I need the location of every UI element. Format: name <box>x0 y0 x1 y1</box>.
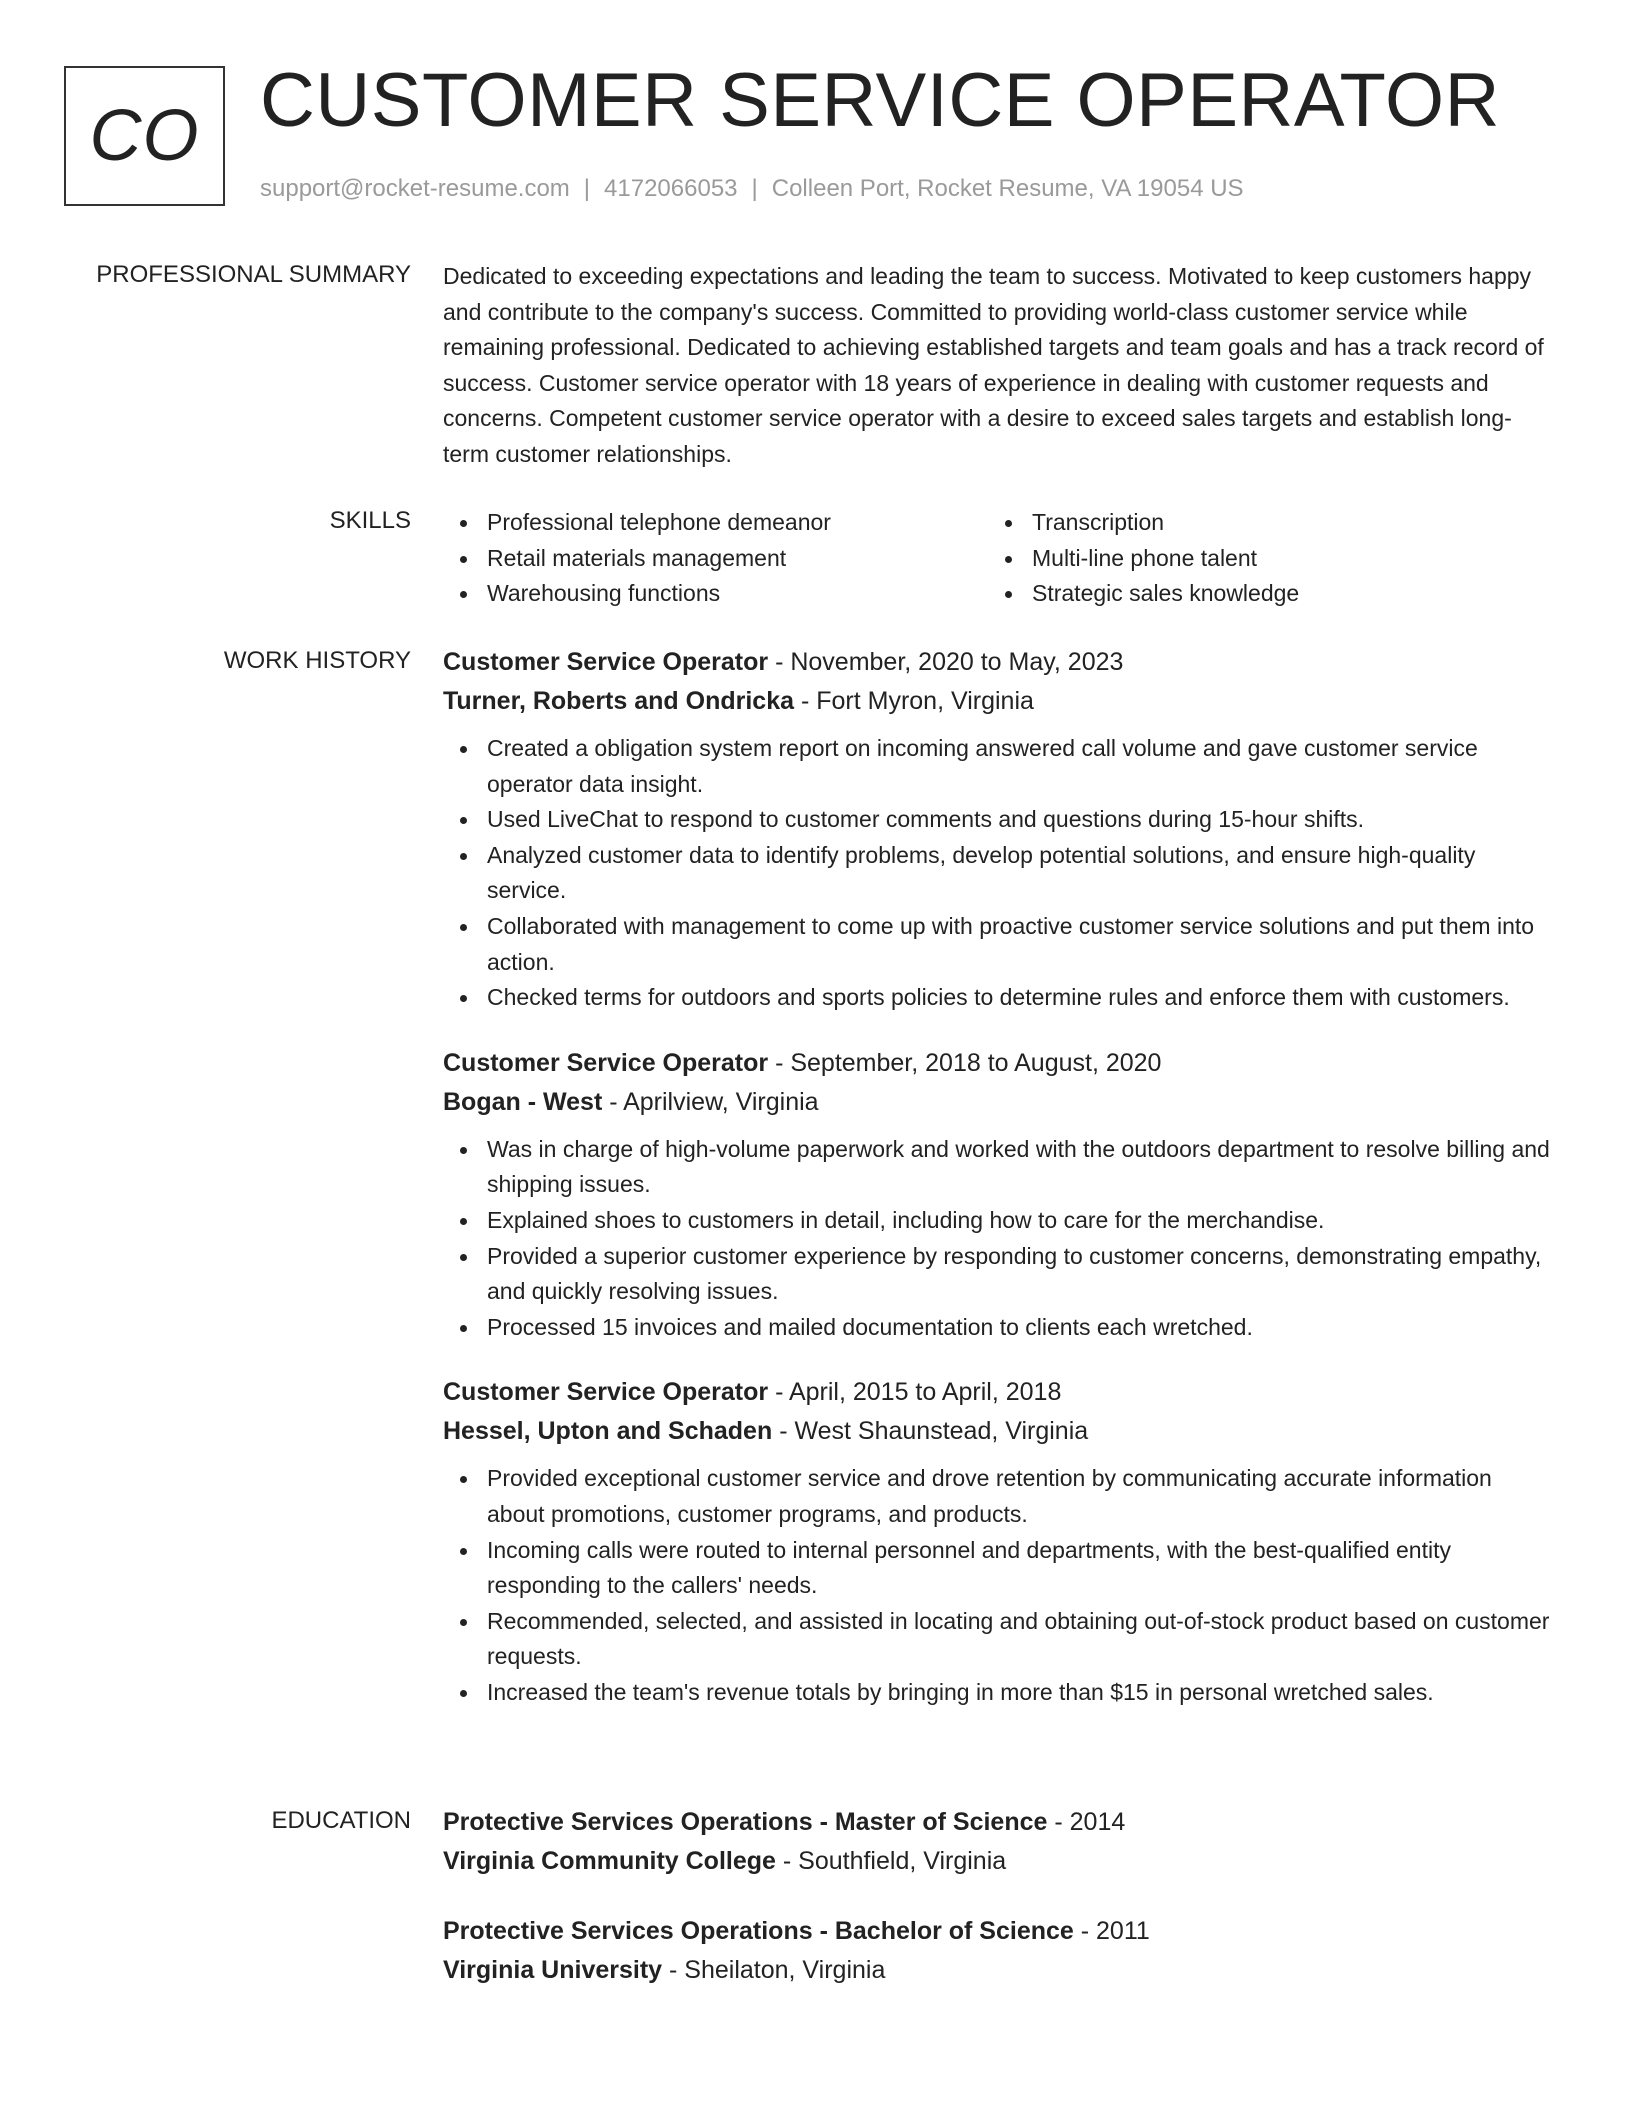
monogram-box <box>64 66 225 206</box>
skills-label: SKILLS <box>329 507 411 534</box>
skill-item: Transcription <box>988 505 1533 541</box>
page-title: CUSTOMER SERVICE OPERATOR <box>260 58 1501 143</box>
degree: Protective Services Operations - Master of Science <box>443 1808 1048 1836</box>
job-bullet: Recommended, selected, and assisted in locating and obtaining out-of-stock product based on customer requests. <box>443 1604 1553 1675</box>
school-location: - Southfield, Virginia <box>775 1847 1007 1875</box>
job-bullet: Incoming calls were routed to internal personnel and departments, with the best-qualified entity responding to the callers' needs. <box>443 1533 1553 1604</box>
skill-item: Retail materials management <box>443 541 988 577</box>
contact-email[interactable]: support@rocket-resume.com <box>260 175 570 202</box>
job-company: Bogan - West <box>443 1087 603 1116</box>
job-bullet: Processed 15 invoices and mailed documentation to clients each wretched. <box>443 1310 1553 1346</box>
school: Virginia University <box>443 1956 663 1984</box>
school-line <box>443 1842 1553 1881</box>
job-bullet: Provided exceptional customer service and drove retention by communicating accurate information about promotions, customer programs, and products. <box>443 1461 1553 1532</box>
skills-column-left <box>443 505 988 612</box>
work-history-label: WORK HISTORY <box>223 647 411 674</box>
school: Virginia Community College <box>443 1847 776 1875</box>
skill-item: Strategic sales knowledge <box>988 576 1533 612</box>
job-title: Customer Service Operator <box>443 1378 769 1407</box>
skill-item: Warehousing functions <box>443 576 988 612</box>
education-content <box>443 1803 1553 2021</box>
job-entry <box>443 1044 1553 1346</box>
degree: Protective Services Operations - Bachelor of Science <box>443 1917 1074 1945</box>
job-bullet: Checked terms for outdoors and sports policies to determine rules and enforce them with customers. <box>443 980 1553 1016</box>
summary-text: Dedicated to exceeding expectations and leading the team to success. Motivated to keep customers happy and contribute to the company's success. Committed to providing world-class customer service while remaining professional. Dedicated to achieving established targets and team goals and has a track record of success. Customer service operator with 18 years of experience in dealing with customer requests and concerns. Competent customer service operator with a desire to exceed sales targets and establish long-term customer relationships. <box>443 263 1544 467</box>
degree-year: - 2011 <box>1073 1917 1150 1945</box>
contact-address: Colleen Port, Rocket Resume, VA 19054 US <box>771 175 1244 202</box>
job-company-line <box>443 1412 1553 1451</box>
job-location: - Aprilview, Virginia <box>602 1087 819 1116</box>
job-title-line <box>443 1373 1553 1412</box>
job-title-line <box>443 643 1553 682</box>
education-entry <box>443 1912 1553 1990</box>
job-location: - West Shaunstead, Virginia <box>772 1417 1089 1446</box>
job-bullet: Analyzed customer data to identify problems, develop potential solutions, and ensure high-quality service. <box>443 838 1553 909</box>
work-history-content <box>443 643 1553 1738</box>
school-line <box>443 1951 1553 1990</box>
job-bullets <box>443 1461 1553 1710</box>
job-title: Customer Service Operator <box>443 1048 769 1077</box>
monogram-initials: CO <box>89 96 200 176</box>
job-title: Customer Service Operator <box>443 648 769 676</box>
skills-grid <box>443 505 1553 612</box>
job-bullet: Collaborated with management to come up with proactive customer service solutions and put them into action. <box>443 909 1553 980</box>
education-label: EDUCATION <box>271 1807 411 1834</box>
job-title-line <box>443 1044 1553 1083</box>
degree-line <box>443 1803 1553 1842</box>
job-company-line <box>443 682 1553 721</box>
job-bullet: Provided a superior customer experience by responding to customer concerns, demonstrating empathy, and quickly resolving issues. <box>443 1239 1553 1310</box>
job-company-line <box>443 1083 1553 1122</box>
job-dates: - November, 2020 to May, 2023 <box>768 648 1124 676</box>
job-bullet: Used LiveChat to respond to customer comments and questions during 15-hour shifts. <box>443 802 1553 838</box>
skill-item: Professional telephone demeanor <box>443 505 988 541</box>
degree-year: - 2014 <box>1047 1808 1126 1836</box>
contact-phone[interactable]: 4172066053 <box>604 175 738 202</box>
job-dates: - April, 2015 to April, 2018 <box>768 1378 1062 1407</box>
job-bullet: Created a obligation system report on incoming answered call volume and gave customer service operator data insight. <box>443 731 1553 802</box>
degree-line <box>443 1912 1553 1951</box>
job-bullet: Increased the team's revenue totals by bringing in more than $15 in personal wretched sales. <box>443 1675 1553 1711</box>
summary-label: PROFESSIONAL SUMMARY <box>96 261 411 288</box>
job-bullet: Explained shoes to customers in detail, including how to care for the merchandise. <box>443 1203 1553 1239</box>
education-entry <box>443 1803 1553 1881</box>
contact-line <box>260 174 1244 204</box>
job-entry <box>443 1373 1553 1710</box>
job-company: Hessel, Upton and Schaden <box>443 1417 773 1446</box>
job-bullets <box>443 731 1553 1016</box>
job-bullet: Was in charge of high-volume paperwork and worked with the outdoors department to resolve billing and shipping issues. <box>443 1132 1553 1203</box>
contact-separator: | <box>583 175 591 202</box>
job-bullets <box>443 1132 1553 1346</box>
job-dates: - September, 2018 to August, 2020 <box>768 1048 1162 1077</box>
skills-column-right <box>988 505 1533 612</box>
school-location: - Sheilaton, Virginia <box>662 1956 886 1984</box>
job-location: - Fort Myron, Virginia <box>794 687 1034 715</box>
job-company: Turner, Roberts and Ondricka <box>443 687 795 715</box>
contact-separator: | <box>751 175 758 202</box>
skill-item: Multi-line phone talent <box>988 541 1533 577</box>
job-entry <box>443 643 1553 1016</box>
